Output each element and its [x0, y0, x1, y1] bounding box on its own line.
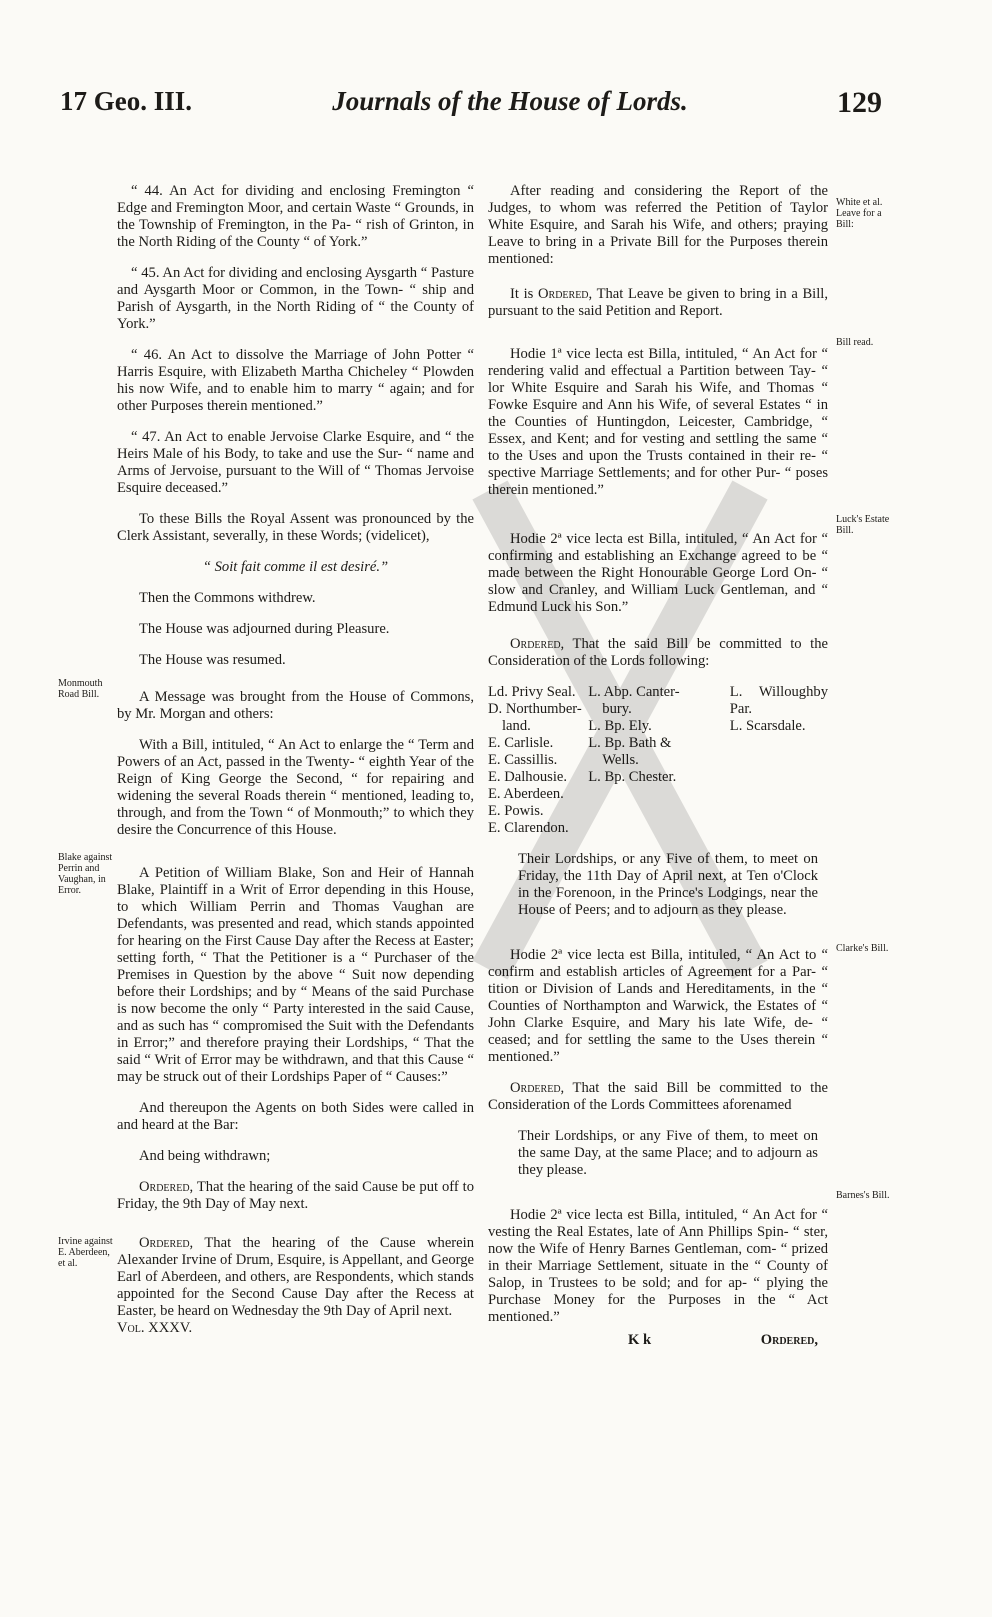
white-bill-first-reading: Hodie 1ª vice lecta est Billa, intituled, “ An Act for “ rendering valid and effectual a Partition between Tay- “ lor White Esquire and Sarah his Wife, and Thomas “ Fowke Esquire and Ann his Wife, of several Estates “ in the Counties of Huntingdon, Leicester, Cambridge, “ Essex, and Kent; and for vesting and settling the same “ to the Uses and upon the Trusts contained in their re- “ spective Marriage Settlements; and for other Pur- “ poses therein mentioned.”: [488, 346, 828, 498]
judges-report: After reading and considering the Report of the Judges, to whom was referred the Petition of Taylor White Esquire, and Sarah his Wife, and others; praying Leave to bring in a Private Bill for the Purposes therein mentioned:: [488, 183, 828, 267]
lord-entry: L. Willoughby Par.: [729, 684, 828, 717]
clarke-committed: [488, 1080, 828, 1114]
house-adjourned: The House was adjourned during Pleasure.: [139, 621, 390, 637]
order-blake: [117, 1179, 474, 1213]
margin-note-barnes: Barnes's Bill.: [836, 1190, 890, 1201]
royal-assent: To these Bills the Royal Assent was pronounced by the Clerk Assistant, severally, in these Words; (videlicet),: [117, 511, 474, 544]
lord-entry: L. Abp. Canter-: [588, 684, 680, 700]
margin-note-irvine: Irvine against E. Aberdeen, et al.: [58, 1236, 113, 1269]
agents-heard: And thereupon the Agents on both Sides were called in and heard at the Bar:: [117, 1100, 474, 1133]
margin-note-bill-read: Bill read.: [836, 337, 874, 348]
blake-petition: A Petition of William Blake, Son and Heir of Hannah Blake, Plaintiff in a Writ of Error depending in this House, to which William Perrin and Thomas Vaughan are Defendants, was presented and read, which stands appointed for hearing on the First Cause Day after the Recess at Easter; setting forth, “ That the Petitioner is a “ Purchaser of the Premises in Question by the above “ Suit now depending before their Lordships; and by “ Means of the said Purchase is now become the only “ Party interested in the said Cause, and as such has “ compromised the Suit with the Defendants in Error;” and therefore praying their Lordships, “ That the said “ Writ of Error may be withdrawn, and that this Cause “ may be struck out of their Lordships Paper of “ Causes:”: [117, 865, 474, 1085]
commons-message: A Message was brought from the House of Commons, by Mr. Morgan and others:: [117, 689, 474, 722]
it-is: It is: [510, 286, 534, 302]
act-45: “ 45. An Act for dividing and enclosing Aysgarth “ Pasture and Aysgarth Moor or Common, in the Town- “ ship and Parish of Aysgarth, in the North Riding of “ the County of York.”: [117, 265, 474, 332]
lord-entry: E. Dalhousie.: [488, 769, 568, 785]
catchword: Ordered,: [760, 1332, 818, 1348]
margin-note-clarke: Clarke's Bill.: [836, 943, 889, 954]
committee-meeting: Their Lordships, or any Five of them, to meet on Friday, the 11th Day of April next, at Ten o'Clock in the Forenoon, in the Prince's Lodgings, near the House of Peers; and to adjourn as they please.: [518, 851, 818, 918]
house-resumed: The House was resumed.: [139, 652, 286, 668]
luck-bill-second-reading: Hodie 2ª vice lecta est Billa, intituled, “ An Act for “ confirming and establishing an Exchange agreed to be “ made between the Right Honourable George Lord On- “ slow and Cranley, and William Luck Gentleman, and “ Edmund Luck his Son.”: [488, 531, 828, 615]
lord-entry: E. Carlisle.: [488, 735, 554, 751]
act-47: “ 47. An Act to enable Jervoise Clarke Esquire, and “ the Heirs Male of his Body, to take and use the Sur- “ name and Arms of Jervoise, pursuant to the Will of “ Thomas Jervoise Esquire deceased.”: [117, 429, 474, 496]
page-footer: [488, 1332, 828, 1349]
clarke-bill-second-reading: Hodie 2ª vice lecta est Billa, intituled, “ An Act to “ confirm and establish articles of Agreement for a Par- “ tition or Division of Lands and Hereditaments, in the “ Counties of Northampton and Warwick, the Estates of “ John Clarke Esquire, and Mary his late Wife, de- “ ceased; and for settling the same to the Uses therein “ mentioned.”: [488, 947, 828, 1065]
committee-meeting-2: Their Lordships, or any Five of them, to meet on the same Day, at the same Place; and to adjourn as they please.: [518, 1128, 818, 1178]
margin-note-white: White et al. Leave for a Bill:: [836, 197, 883, 230]
clarke-committed-text: That the said Bill be committed to the Consideration of the Lords Committees aforenamed: [488, 1080, 828, 1113]
ordered-label: Ordered,: [510, 1080, 565, 1096]
lords-column-3: [730, 684, 828, 837]
lord-entry: L. Bp. Chester.: [588, 769, 677, 785]
lords-column-2: [588, 684, 726, 837]
ordered-label: Ordered,: [139, 1179, 194, 1195]
lord-entry: L. Scarsdale.: [729, 718, 806, 734]
order-irvine: [117, 1235, 474, 1320]
lord-entry: L. Bp. Bath &: [588, 735, 672, 751]
act-46: “ 46. An Act to dissolve the Marriage of John Potter “ Harris Esquire, with Elizabeth Martha Chicheley “ Plowden his now Wife, and to enable him to marry “ again; and for other Purposes therein mentioned.”: [117, 347, 474, 414]
right-column: [488, 183, 828, 1349]
being-withdrawn: And being withdrawn;: [139, 1148, 271, 1164]
lord-entry: E. Cassillis.: [488, 752, 558, 768]
order-blake-text: That the hearing of the said Cause be put off to Friday, the 9th Day of May next.: [117, 1179, 474, 1212]
lord-entry: bury.: [602, 701, 632, 717]
lord-entry: land.: [502, 718, 531, 734]
lord-entry: E. Clarendon.: [488, 820, 569, 836]
luck-committed: [488, 636, 828, 670]
lords-column-1: [488, 684, 584, 837]
left-column: [117, 183, 474, 1351]
lord-entry: E. Powis.: [488, 803, 544, 819]
ordered-label: Ordered,: [510, 636, 565, 652]
commons-withdrew: Then the Commons withdrew.: [139, 590, 316, 606]
signature-mark: K k: [628, 1332, 652, 1348]
act-44: “ 44. An Act for dividing and enclosing Fremington “ Edge and Fremington Moor, and certain Waste “ Grounds, in the Township of Fremington, in the Pa- “ rish of Grinton, in the North Riding of the County “ of York.”: [117, 183, 474, 250]
lord-entry: Wells.: [602, 752, 639, 768]
margin-note-blake: Blake against Perrin and Vaughan, in Error.: [58, 852, 113, 896]
lord-entry: L. Bp. Ely.: [588, 718, 652, 734]
lord-entry: Ld. Privy Seal.: [488, 684, 576, 700]
leave-order-text: That Leave be given to bring in a Bill, pursuant to the said Petition and Report.: [488, 286, 828, 319]
regnal-year: 17 Geo. III.: [60, 86, 193, 116]
ordered-label: Ordered,: [139, 1235, 194, 1251]
leave-order: [488, 286, 828, 320]
order-irvine-text: That the hearing of the Cause wherein Alexander Irvine of Drum, Esquire, is Appellant, and George Earl of Aberdeen, and others, are Respondents, which stands appointed for the Second Cause Day after the Recess at Easter, be heard on Wednesday the 9th Day of April next.: [117, 1235, 474, 1319]
soit-fait: “ Soit fait comme il est desiré.”: [202, 559, 389, 575]
volume-mark: Vol. XXXV.: [117, 1320, 193, 1336]
page-number: 129: [837, 86, 882, 119]
margin-note-luck: Luck's Estate Bill.: [836, 514, 890, 536]
barnes-bill-second-reading: Hodie 2ª vice lecta est Billa, intituled, “ An Act for “ vesting the Real Estates, late of Ann Phillips Spin- “ ster, now the Wife of Henry Barnes Gentleman, com- “ prized in their Marriage Settlement, situate in the “ County of Salop, in Trustees to be sold; and for ap- “ plying the Purchase Money for the Purposes in the “ Act mentioned.”: [488, 1207, 828, 1325]
monmouth-bill-text: With a Bill, intituled, “ An Act to enlarge the “ Term and Powers of an Act, passed in the Twenty- “ eighth Year of the Reign of King George the Second, “ for repairing and widening the several Roads therein “ mentioned, leading to, through, and from the Town “ of Monmouth;” to which they desire the Concurrence of this House.: [117, 737, 474, 838]
lords-committee-list: [488, 684, 828, 837]
ordered-label: Ordered,: [537, 286, 593, 302]
margin-note-monmouth: Monmouth Road Bill.: [58, 678, 103, 700]
lord-entry: D. Northumber-: [488, 701, 582, 717]
lord-entry: E. Aberdeen.: [488, 786, 564, 802]
page-title: Journals of the House of Lords.: [332, 86, 688, 116]
luck-committed-text: That the said Bill be committed to the Consideration of the Lords following:: [488, 636, 828, 669]
